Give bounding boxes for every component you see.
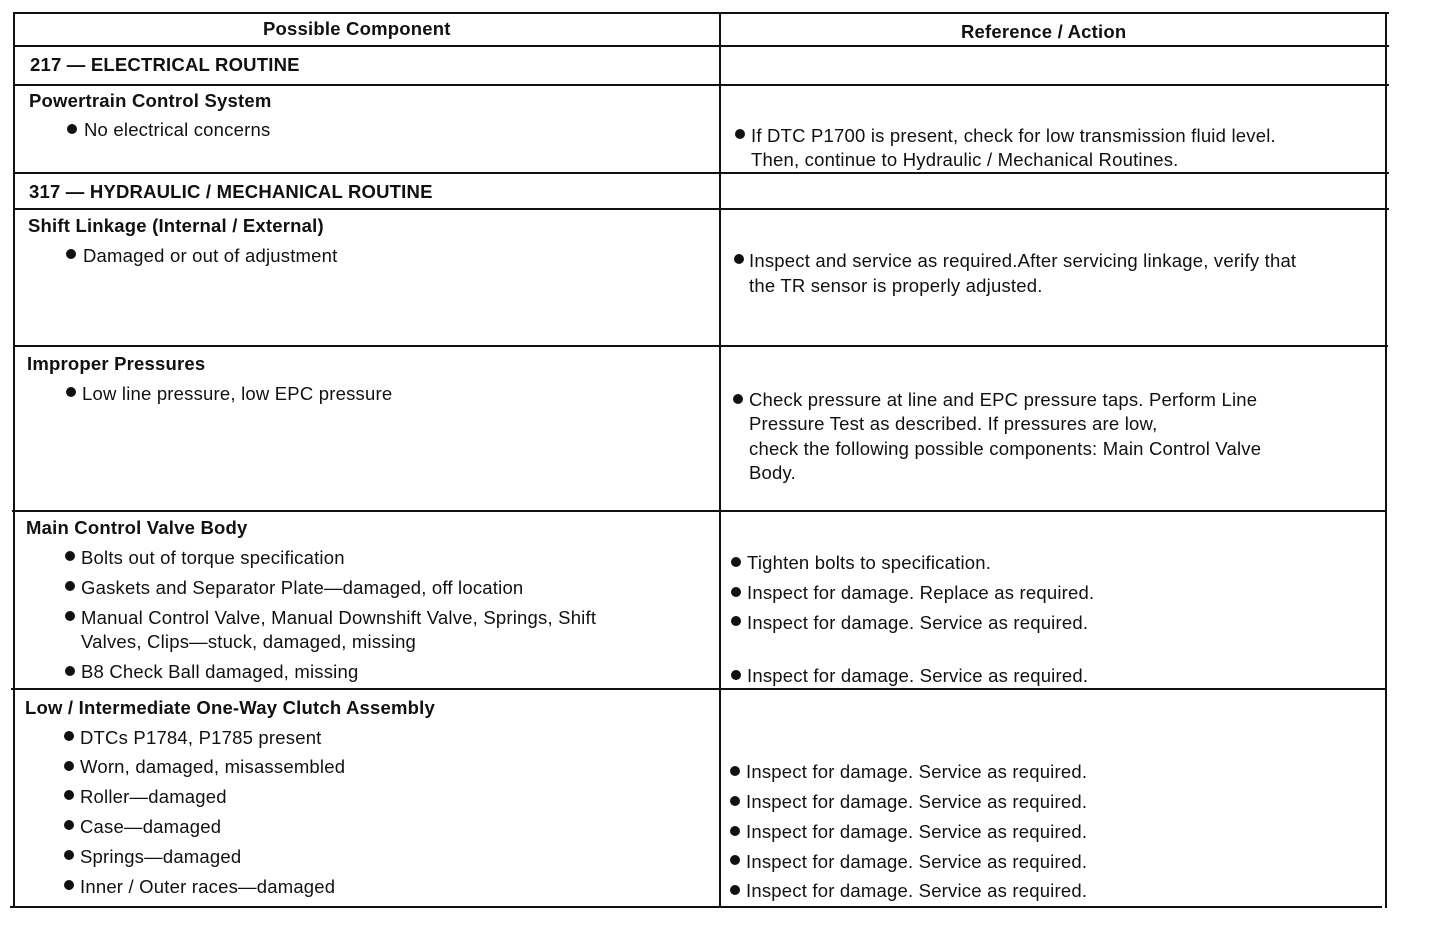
action-item-continued: Body. [749, 462, 796, 483]
bullet-icon [735, 129, 745, 139]
action-item: Inspect for damage. Service as required. [746, 880, 1088, 901]
bullet-icon [64, 731, 74, 741]
table-right-border [1385, 12, 1387, 908]
column-divider [719, 12, 721, 908]
bullet-icon [64, 820, 74, 830]
action-item: Tighten bolts to specification. [747, 552, 992, 573]
header-reference-action: Reference / Action [961, 21, 1127, 42]
action-item: Inspect for damage. Service as required. [746, 791, 1088, 812]
table-top-border [15, 12, 1389, 14]
action-item: Inspect and service as required.After servicing linkage, verify that [749, 250, 1297, 271]
action-item: Inspect for damage. Service as required. [747, 665, 1089, 686]
bullet-icon [734, 254, 744, 264]
section-title-hydraulic: 317 — HYDRAULIC / MECHANICAL ROUTINE [29, 181, 433, 202]
bullet-icon [65, 581, 75, 591]
component-item: No electrical concerns [84, 119, 271, 140]
group-heading-shift-linkage: Shift Linkage (Internal / External) [28, 215, 324, 236]
bullet-icon [730, 885, 740, 895]
action-item-continued: check the following possible components: Main Control Valve [749, 438, 1262, 459]
bullet-icon [64, 761, 74, 771]
group-heading-valve-body: Main Control Valve Body [26, 517, 248, 538]
row-divider [13, 345, 1388, 347]
section-title-electrical: 217 — ELECTRICAL ROUTINE [30, 54, 300, 75]
bullet-icon [730, 826, 740, 836]
bullet-icon [730, 796, 740, 806]
bullet-icon [731, 587, 741, 597]
bullet-icon [733, 394, 743, 404]
component-item: Inner / Outer races—damaged [80, 876, 336, 897]
header-divider [15, 45, 1389, 47]
component-item: Low line pressure, low EPC pressure [82, 383, 393, 404]
row-divider [11, 688, 1385, 690]
bullet-icon [67, 124, 77, 134]
component-item: Springs—damaged [80, 846, 242, 867]
bullet-icon [64, 790, 74, 800]
component-item: DTCs P1784, P1785 present [80, 727, 322, 748]
component-item: Damaged or out of adjustment [83, 245, 338, 266]
action-item-continued: Then, continue to Hydraulic / Mechanical Routines. [751, 149, 1179, 170]
action-item: Inspect for damage. Service as required. [746, 821, 1088, 842]
group-heading-pressures: Improper Pressures [27, 353, 206, 374]
header-possible-component: Possible Component [263, 18, 451, 39]
action-item-continued: Pressure Test as described. If pressures are low, [749, 413, 1158, 434]
bullet-icon [64, 850, 74, 860]
component-item-continued: Valves, Clips—stuck, damaged, missing [81, 631, 417, 652]
table-bottom-border [10, 906, 1382, 908]
bullet-icon [731, 557, 741, 567]
group-heading-clutch: Low / Intermediate One-Way Clutch Assembly [25, 697, 435, 718]
bullet-icon [65, 611, 75, 621]
bullet-icon [66, 387, 76, 397]
action-item: Inspect for damage. Service as required. [746, 851, 1088, 872]
row-divider [14, 208, 1389, 210]
group-heading-powertrain: Powertrain Control System [29, 90, 272, 111]
component-item: Bolts out of torque specification [81, 547, 345, 568]
component-item: Gaskets and Separator Plate—damaged, off location [81, 577, 524, 598]
action-item: Check pressure at line and EPC pressure taps. Perform Line [749, 389, 1258, 410]
row-divider [12, 510, 1386, 512]
bullet-icon [64, 880, 74, 890]
row-divider [14, 172, 1389, 174]
action-item: Inspect for damage. Service as required. [746, 761, 1088, 782]
component-item: Roller—damaged [80, 786, 227, 807]
action-item: Inspect for damage. Service as required. [747, 612, 1089, 633]
action-item-continued: the TR sensor is properly adjusted. [749, 275, 1043, 296]
table-left-border [13, 12, 15, 908]
component-item: B8 Check Ball damaged, missing [81, 661, 359, 682]
bullet-icon [731, 616, 741, 626]
bullet-icon [65, 551, 75, 561]
bullet-icon [730, 855, 740, 865]
bullet-icon [66, 249, 76, 259]
component-item: Case—damaged [80, 816, 222, 837]
component-item: Manual Control Valve, Manual Downshift Valve, Springs, Shift [81, 607, 597, 628]
row-divider [15, 84, 1389, 86]
bullet-icon [731, 670, 741, 680]
component-item: Worn, damaged, misassembled [80, 756, 346, 777]
bullet-icon [730, 766, 740, 776]
action-item: Inspect for damage. Replace as required. [747, 582, 1095, 603]
action-item: If DTC P1700 is present, check for low transmission fluid level. [751, 125, 1276, 146]
bullet-icon [65, 666, 75, 676]
